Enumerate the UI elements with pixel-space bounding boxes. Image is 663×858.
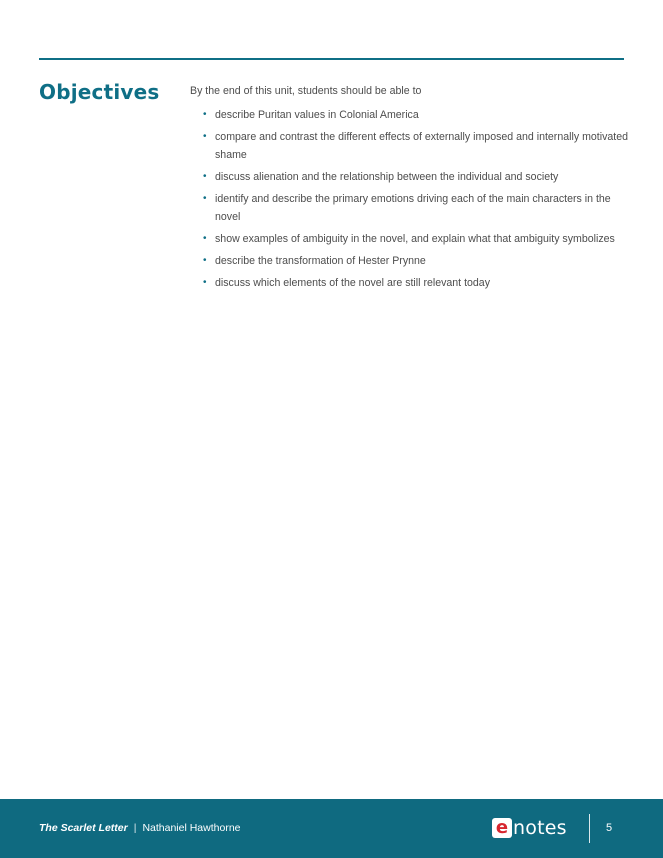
bullet-icon: • — [203, 171, 207, 182]
top-divider — [39, 58, 624, 60]
list-item-text: describe the transformation of Hester Prynne — [215, 255, 426, 267]
logo-e-icon: e — [492, 818, 512, 838]
list-item-text: describe Puritan values in Colonial America — [215, 109, 419, 121]
bullet-icon: • — [203, 233, 207, 244]
list-item — [190, 128, 630, 164]
list-item-text: discuss alienation and the relationship between the individual and society — [215, 171, 559, 183]
footer-separator: | — [133, 822, 137, 834]
list-item — [190, 252, 630, 270]
book-title: The Scarlet Letter — [39, 822, 128, 834]
list-item-text: discuss which elements of the novel are still relevant today — [215, 277, 490, 289]
list-item — [190, 190, 630, 226]
bullet-icon: • — [203, 131, 207, 142]
page-number: 5 — [606, 822, 613, 834]
bullet-icon: • — [203, 277, 207, 288]
bullet-icon: • — [203, 193, 207, 204]
list-item-text: show examples of ambiguity in the novel, and explain what that ambiguity symbolizes — [215, 233, 615, 245]
bullet-icon: • — [203, 255, 207, 266]
bullet-icon: • — [203, 109, 207, 120]
list-item — [190, 168, 630, 186]
objectives-content — [190, 82, 630, 296]
list-item — [190, 106, 630, 124]
section-title: Objectives — [39, 80, 160, 104]
list-item — [190, 274, 630, 292]
logo-wordmark: notes — [513, 817, 567, 839]
objectives-intro: By the end of this unit, students should be able to — [190, 85, 422, 97]
objectives-list — [190, 106, 630, 292]
enotes-logo — [492, 817, 567, 839]
list-item — [190, 230, 630, 248]
list-item-text: identify and describe the primary emotions driving each of the main characters in the novel — [215, 193, 611, 223]
footer-divider — [589, 814, 590, 843]
footer-book-info — [39, 822, 241, 834]
author-name: Nathaniel Hawthorne — [142, 822, 241, 834]
list-item-text: compare and contrast the different effects of externally imposed and internally motivated shame — [215, 131, 628, 161]
page-footer — [0, 799, 663, 858]
